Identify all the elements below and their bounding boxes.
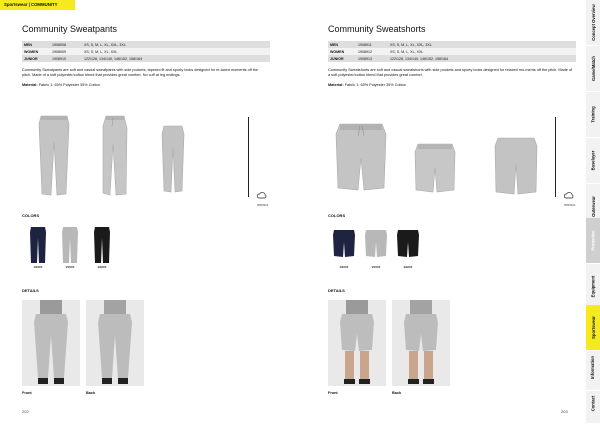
sku-group: JUNIOR: [328, 55, 356, 62]
sku-code: 1908910: [50, 55, 82, 62]
sku-row: [22, 55, 270, 62]
springs-badge: [564, 186, 576, 207]
detail-photo-back: [392, 300, 450, 386]
colors-heading: COLORS: [22, 213, 40, 218]
sweatpants-side-image: [100, 114, 130, 203]
product-sweatpants: [22, 24, 272, 87]
sku-table: [328, 41, 576, 62]
springs-badge: [257, 186, 269, 207]
cloud-icon: [257, 191, 267, 199]
sweatshorts-side-image: [414, 140, 456, 199]
sidebar-tab-protective[interactable]: [586, 218, 600, 264]
page-title: Community Sweatpants: [22, 24, 118, 34]
sku-sizes: XS, S, M, L, XL, XXL, 3XL: [388, 41, 576, 48]
sidebar-tab-baselayer[interactable]: [586, 138, 600, 184]
sku-code: 1908912: [356, 48, 388, 55]
detail-label-front: Front: [22, 391, 32, 395]
material-label: Material:: [22, 83, 38, 87]
sidebar-tab-label: Protective: [590, 230, 596, 251]
material-line: [328, 83, 578, 87]
sku-row: [328, 48, 576, 55]
product-sweatshorts: [328, 24, 578, 87]
sku-row: [22, 41, 270, 48]
color-swatch: [60, 226, 80, 264]
color-swatch: [364, 226, 388, 264]
brand-bar: [0, 0, 75, 10]
sweatpants-front-image: [36, 114, 72, 203]
sku-sizes: XS, S, M, L, XL, XXL: [388, 48, 576, 55]
product-description: Community Sweatshorts are soft and casual sweatshorts with side pockets and sporty looks designed for relaxed mo-ments off the pitch. Made of a soft polyester/cotton blend that provides great comfort.: [328, 68, 573, 77]
sidebar-tab-label: Game/Match: [590, 56, 596, 81]
divider-line: [248, 117, 249, 197]
sku-group: WOMEN: [328, 48, 356, 55]
sidebar-tab-label: Equipment: [590, 275, 596, 298]
sweatshorts-back-image: [494, 134, 538, 201]
color-swatch: [332, 226, 356, 264]
color-swatch: [28, 226, 48, 264]
material-value: Fabric 1: 65% Polyester 35% Cotton: [344, 83, 406, 87]
cloud-icon: [564, 191, 574, 199]
material-value: Fabric 1: 65% Polyester 35% Cotton: [38, 83, 100, 87]
color-swatch: [92, 226, 112, 264]
colors-heading: COLORS: [328, 213, 346, 218]
color-code: 390000: [339, 266, 349, 269]
sidebar-tab-label: Information: [590, 355, 596, 380]
badge-label: SPRINGS: [564, 204, 576, 207]
detail-label-back: Back: [86, 391, 96, 395]
material-line: [22, 83, 272, 87]
color-code: 950000: [371, 266, 381, 269]
sidebar-tab-training[interactable]: [586, 92, 600, 138]
color-code: 390000: [33, 266, 43, 269]
product-description: Community Sweatpants are soft and casual sweatpants with side pockets, tapered fit and sporty looks designed for re-laxed moments off the pitch. Made of a soft polyester/cotton blend that provides great comfort. No cuff at leg endings.: [22, 68, 259, 77]
page-number: 203: [561, 409, 568, 414]
sku-group: WOMEN: [22, 48, 50, 55]
sku-sizes: 122/128, 134/140, 146/152, 158/164: [82, 55, 270, 62]
sidebar-tab-label: Contact: [590, 395, 596, 411]
page-title: Community Sweatshorts: [328, 24, 426, 34]
sku-group: MEN: [22, 41, 50, 48]
divider-line: [555, 117, 556, 197]
color-code: 950000: [65, 266, 75, 269]
detail-photo-back: [86, 300, 144, 386]
page-number: 202: [22, 409, 29, 414]
sku-table: [22, 41, 270, 62]
sku-sizes: XS, S, M, L, XL, XXL, 3XL: [82, 41, 270, 48]
sidebar-tab-label: Training: [590, 106, 596, 123]
sidebar-tab-label: Baselayer: [590, 150, 596, 171]
material-label: Material:: [328, 83, 344, 87]
color-code: 999000: [403, 266, 413, 269]
sku-code: 1908913: [356, 55, 388, 62]
detail-photo-front: [328, 300, 386, 386]
detail-label-back: Back: [392, 391, 402, 395]
sidebar-tab-label: Concept Overview: [590, 4, 596, 41]
detail-photo-front: [22, 300, 80, 386]
sidebar-tab-label: Sportswear: [590, 316, 596, 339]
details-heading: DETAILS: [328, 288, 345, 293]
sidebar-tab-game-match[interactable]: [586, 46, 600, 92]
sku-group: JUNIOR: [22, 55, 50, 62]
detail-label-front: Front: [328, 391, 338, 395]
sweatpants-back-image: [160, 124, 186, 199]
sku-sizes: 122/128, 134/140, 146/152, 158/164: [388, 55, 576, 62]
brand-label: Sportswear | COMMUNITY: [4, 2, 58, 7]
sku-code: 1908911: [356, 41, 388, 48]
sidebar-tab-label: Outerwear: [590, 196, 596, 217]
sku-row: [328, 55, 576, 62]
sku-row: [22, 48, 270, 55]
sidebar-tab-concept-overview[interactable]: [586, 0, 600, 46]
sku-group: MEN: [328, 41, 356, 48]
sidebar-tab-contact[interactable]: [586, 383, 600, 424]
sku-row: [328, 41, 576, 48]
sku-code: 1908908: [50, 41, 82, 48]
color-swatch: [396, 226, 420, 264]
section-index-sidebar: [586, 0, 600, 424]
sidebar-tab-equipment[interactable]: [586, 264, 600, 310]
badge-label: SPRINGS: [257, 204, 269, 207]
color-code: 999000: [97, 266, 107, 269]
sweatshorts-front-image: [334, 118, 388, 199]
details-heading: DETAILS: [22, 288, 39, 293]
sku-sizes: XS, S, M, L, XL, XXL: [82, 48, 270, 55]
sku-code: 1908909: [50, 48, 82, 55]
